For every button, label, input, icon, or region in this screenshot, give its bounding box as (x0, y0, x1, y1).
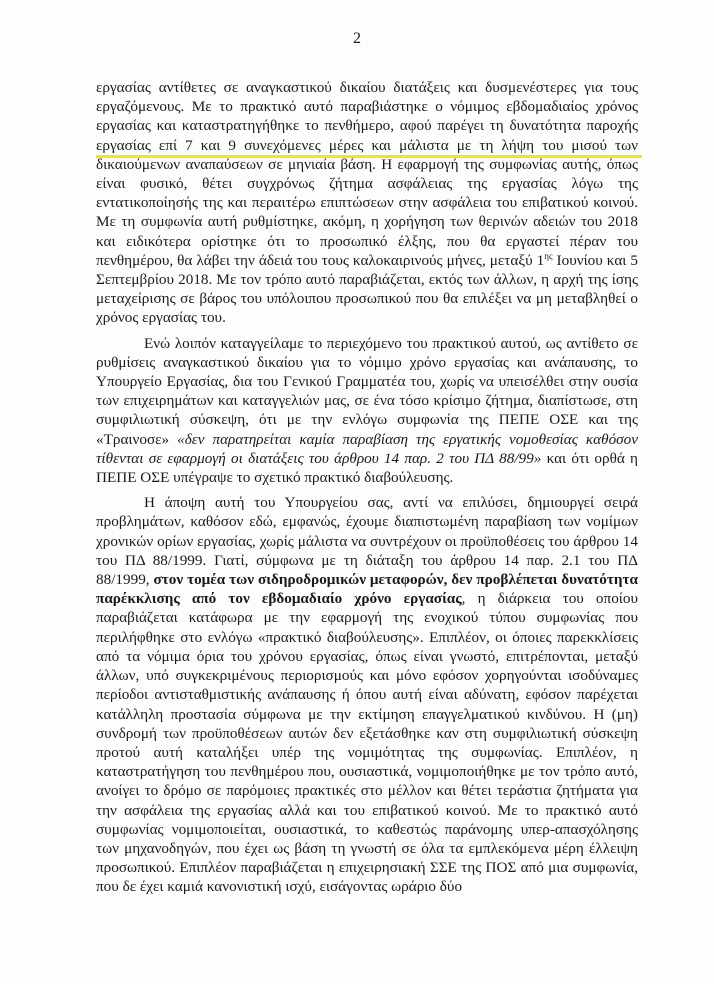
paragraph-p2 (96, 334, 638, 488)
text-segment: , η διάρκεια του οποίου παραβιάζεται κατάφωρα με την εφαρμογή της ενοχικού τύπου συμφωνίας που περιλήφθηκε στο ενλόγω «πρακτικό διαβούλευσης». Επιπλέον, οι όποιες παρεκκλίσεις από τα νόμιμα όρια του χρόνου εργασίας, όπως είναι γνωστό, επιτρέπονται, μεταξύ άλλων, υπό συγκεκριμένους περιορισμούς και μόνο εφόσον χορηγούνται ισοδύναμες περίοδοι αντισταθμιστικής ανάπαυσης ή όπου αυτή είναι αδύνατη, εφόσον παρέχεται κατάλληλη προστασία σύμφωνα με την εκτίμηση επαγγελματικού κινδύνου. Η (μη) συνδρομή των προϋποθέσεων αυτών δεν εξετάσθηκε καν στη συμφιλιωτική σύσκεψη προτού αυτή καταλήξει υπέρ της νομιμότητας της συμφωνίας. Επιπλέον, η καταστρατήγηση του πενθημέρου που, ουσιαστικά, νομιμοποιήθηκε με τον τρόπο αυτό, ανοίγει το δρόμο σε παρόμοιες πρακτικές στο μέλλον και θέτει τεράστια ζητήματα για την ασφάλεια της εργασίας αλλά και του επιβατικού κοινού. Με το πρακτικό αυτό συμφωνίας νομιμοποιείται, ουσιαστικά, το καθεστώς παράνομης υπερ-απασχόλησης των μηχανοδηγών, που έχει ως βάση τη γνωστή σε όλα τα εμπλεκόμενα μέρη έλλειψη προσωπικού. Επιπλέον παραβιάζεται η επιχειρησιακή ΣΣΕ της ΠΟΣ από μια συμφωνία, που δε έχει καμιά κανονιστική ισχύ, εισάγοντας ωράριο δύο (96, 590, 638, 896)
text-segment: Ενώ λοιπόν καταγγείλαμε το περιεχόμενο του πρακτικού αυτού, ως αντίθετο σε ρυθμίσεις αναγκαστικού δικαίου για το νόμιμο χρόνο εργασίας και ανάπαυσης, το Υπουργείο Εργασίας, δια του Γενικού Γραμματέα του, χωρίς να υπεισέλθει στην ουσία των επιχειρημάτων και καταγγελιών μας, σε ένα τόσο κρίσιμο ζήτημα, διαπίστωσε, στη συμφιλιωτική σύσκεψη, ότι με την ενλόγω συμφωνία της ΠΕΠΕ ΟΣΕ και της «Τραινοσε» (96, 334, 638, 448)
page-number: 2 (353, 30, 361, 47)
text-segment: ης (544, 250, 553, 261)
text-segment: εργασίας αντίθετες σε αναγκαστικού δικαίου διατάξεις και δυσμενέστερες για τους εργαζόμενους. Με το πρακτικό αυτό παραβιάστηκε ο νόμιμος εβδομαδιαίος χρόνος εργασίας και καταστρατηγήθηκε το πενθήμερο, αφού (96, 79, 638, 135)
document-body (96, 78, 638, 897)
text-segment: «δεν παρατηρείται καμία παραβίαση της εργατικής νομοθεσίας καθόσον τίθενται σε εφαρμογή οι διατάξεις του άρθρου 14 παρ. 2 του ΠΔ 88/99» (96, 430, 638, 467)
text-segment: στον τομέα των σιδηροδρομικών μεταφορών, δεν προβλέπεται δυνατότητα παρέκκλισης από τον εβδομαδιαίο χρόνο εργασίας (96, 571, 638, 608)
paragraph-p3 (96, 493, 638, 896)
text-segment: παρέγει τη δυνατότητα παροχής εργασίας επί 7 και 9 συνεχόμενες μέρες και (96, 117, 638, 154)
text-segment: Ιουνίου και 5 Σεπτεμβρίου 2018. Με τον τρόπο αυτό παραβιάζεται, εκτός των άλλων, η αρχή της ίσης μεταχείρισης σε βάρος του υπόλοιπου προσωπικού που θα επιλέξει να μη μεταβληθεί ο χρόνος εργασίας του. (96, 251, 638, 327)
paragraph-p1 (96, 78, 638, 328)
text-segment: μάλιστα με τη λήψη του μισού των δικαιούμενων αναπαύσεων σε μηνιαία βάση. Η εφαρμογή της συμφωνίας αυτής, όπως είναι φυσικό, θέτει συγχρόνως ζήτημα ασφάλειας της εργασίας λόγω της εντατικοποίησής της και περαιτέρω επιπτώσεων στην ασφάλεια του επιβατικού κοινού. Με τη συμφωνία αυτή ρυθμίστηκε, ακόμη, η χορήγηση των θερινών αδειών του 2018 και ειδικότερα ορίστηκε ότι το προσωπικό έλξης, που θα εργαστεί πέραν του πενθημέρου, θα λάβει την άδειά του τους καλοκαιρινούς μήνες, μεταξύ 1 (96, 136, 638, 269)
text-segment: Η άποψη αυτή του Υπουργείου σας, αντί να επιλύσει, δημιουργεί σειρά προβλημάτων, καθόσον εδώ, εμφανώς, έχουμε διαπιστωμένη παραβίαση των νομίμων χρονικών ορίων εργασίας, χωρίς μάλιστα να συντρέχουν οι προϋποθέσεις του άρθρου 14 του ΠΔ 88/1999. Γιατί, σύμφωνα με τη διάταξη του άρθρου 14 παρ. 2.1 του ΠΔ 88/1999, (96, 494, 638, 589)
text-segment: και ότι ορθά η ΠΕΠΕ ΟΣΕ υπέγραψε το σχετικό πρακτικό διαβούλευσης. (96, 449, 638, 487)
